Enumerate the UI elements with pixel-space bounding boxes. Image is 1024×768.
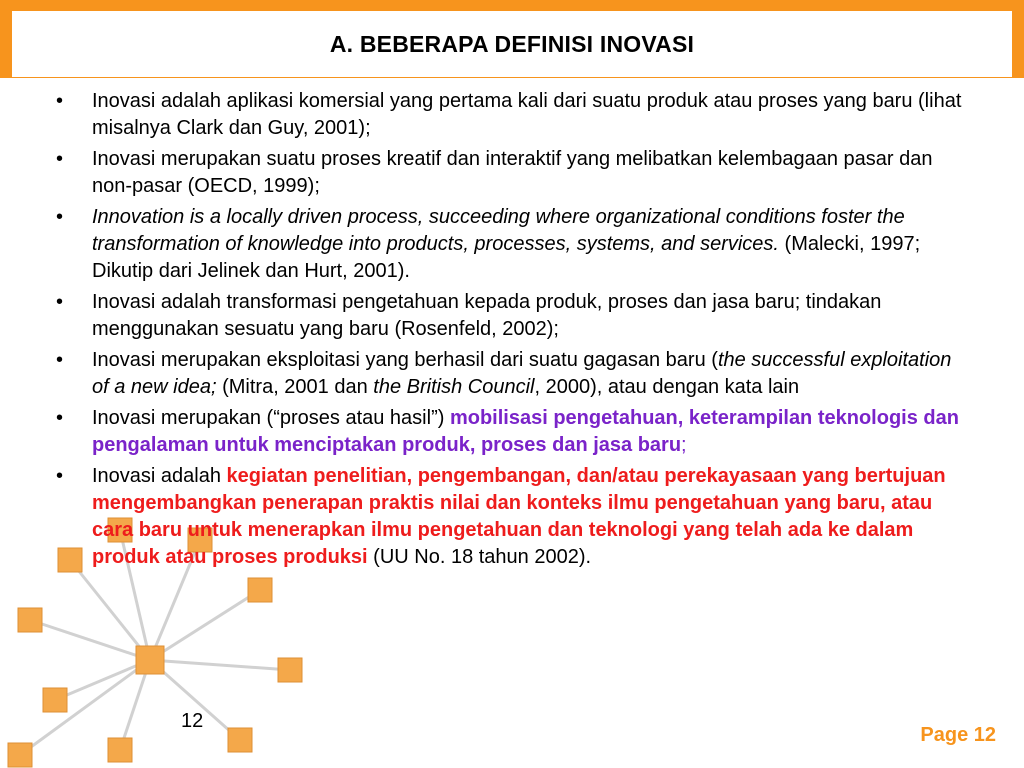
list-item [56,405,966,459]
slide-number: 12 [181,710,204,732]
page-title: A. BEBERAPA DEFINISI INOVASI [329,30,695,57]
list-item [56,463,966,571]
bullet-icon: • [56,349,64,371]
list-item [56,347,966,401]
bullet-icon: • [56,465,64,487]
list-item [56,289,966,343]
definition-text: , 2000), atau dengan kata lain [534,376,800,398]
definition-list [56,88,966,575]
definition-italic-text: Innovation is a locally driven process, succeeding where organizational conditions foster the transformation of knowledge into products, processes, systems, and services. [92,206,905,255]
header-bar [0,0,1024,78]
title-box [12,11,1012,77]
definition-text: Inovasi adalah transformasi pengetahuan kepada produk, proses dan jasa baru; tindakan menggunakan sesuatu yang baru (Rosenfeld, 2002); [92,291,882,340]
list-item [56,204,966,285]
definition-highlight-red: kegiatan penelitian, pengembangan, dan/atau perekayasaan yang bertujuan mengembangkan penerapan praktis nilai dan konteks ilmu pengetahuan yang baru, atau cara baru untuk menerapkan ilmu pengetahuan dan teknologi yang telah ada ke dalam produk atau proses produksi [92,465,946,568]
definition-text: Inovasi merupakan suatu proses kreatif dan interaktif yang melibatkan kelembagaan pasar dan non-pasar (OECD, 1999); [92,148,933,197]
definition-highlight-purple: mobilisasi pengetahuan, keterampilan teknologis dan pengalaman untuk menciptakan produk, proses dan jasa baru [92,407,959,456]
definition-text: Inovasi adalah aplikasi komersial yang pertama kali dari suatu produk atau proses yang baru (lihat misalnya Clark dan Guy, 2001); [92,90,962,139]
bullet-icon: • [56,291,64,313]
definition-text: ; [681,434,687,456]
definition-citation: (UU No. 18 tahun 2002). [367,546,592,568]
page-label: Page 12 [920,724,996,746]
definition-text: Inovasi merupakan (“proses atau hasil”) [92,407,450,429]
definition-text: (Mitra, 2001 dan [216,376,374,398]
definition-text: Inovasi merupakan eksploitasi yang berhasil dari suatu gagasan baru ( [92,349,718,371]
definition-italic-text: the successful exploitation of a new idea; [92,349,952,398]
definition-text: Inovasi adalah [92,465,227,487]
list-item [56,146,966,200]
definition-citation: (Malecki, 1997; Dikutip dari Jelinek dan Hurt, 2001). [92,233,921,282]
bullet-icon: • [56,148,64,170]
list-item [56,88,966,142]
bullet-icon: • [56,90,64,112]
bullet-icon: • [56,206,64,228]
bullet-icon: • [56,407,64,429]
definition-italic-text: the British Council [373,376,535,398]
